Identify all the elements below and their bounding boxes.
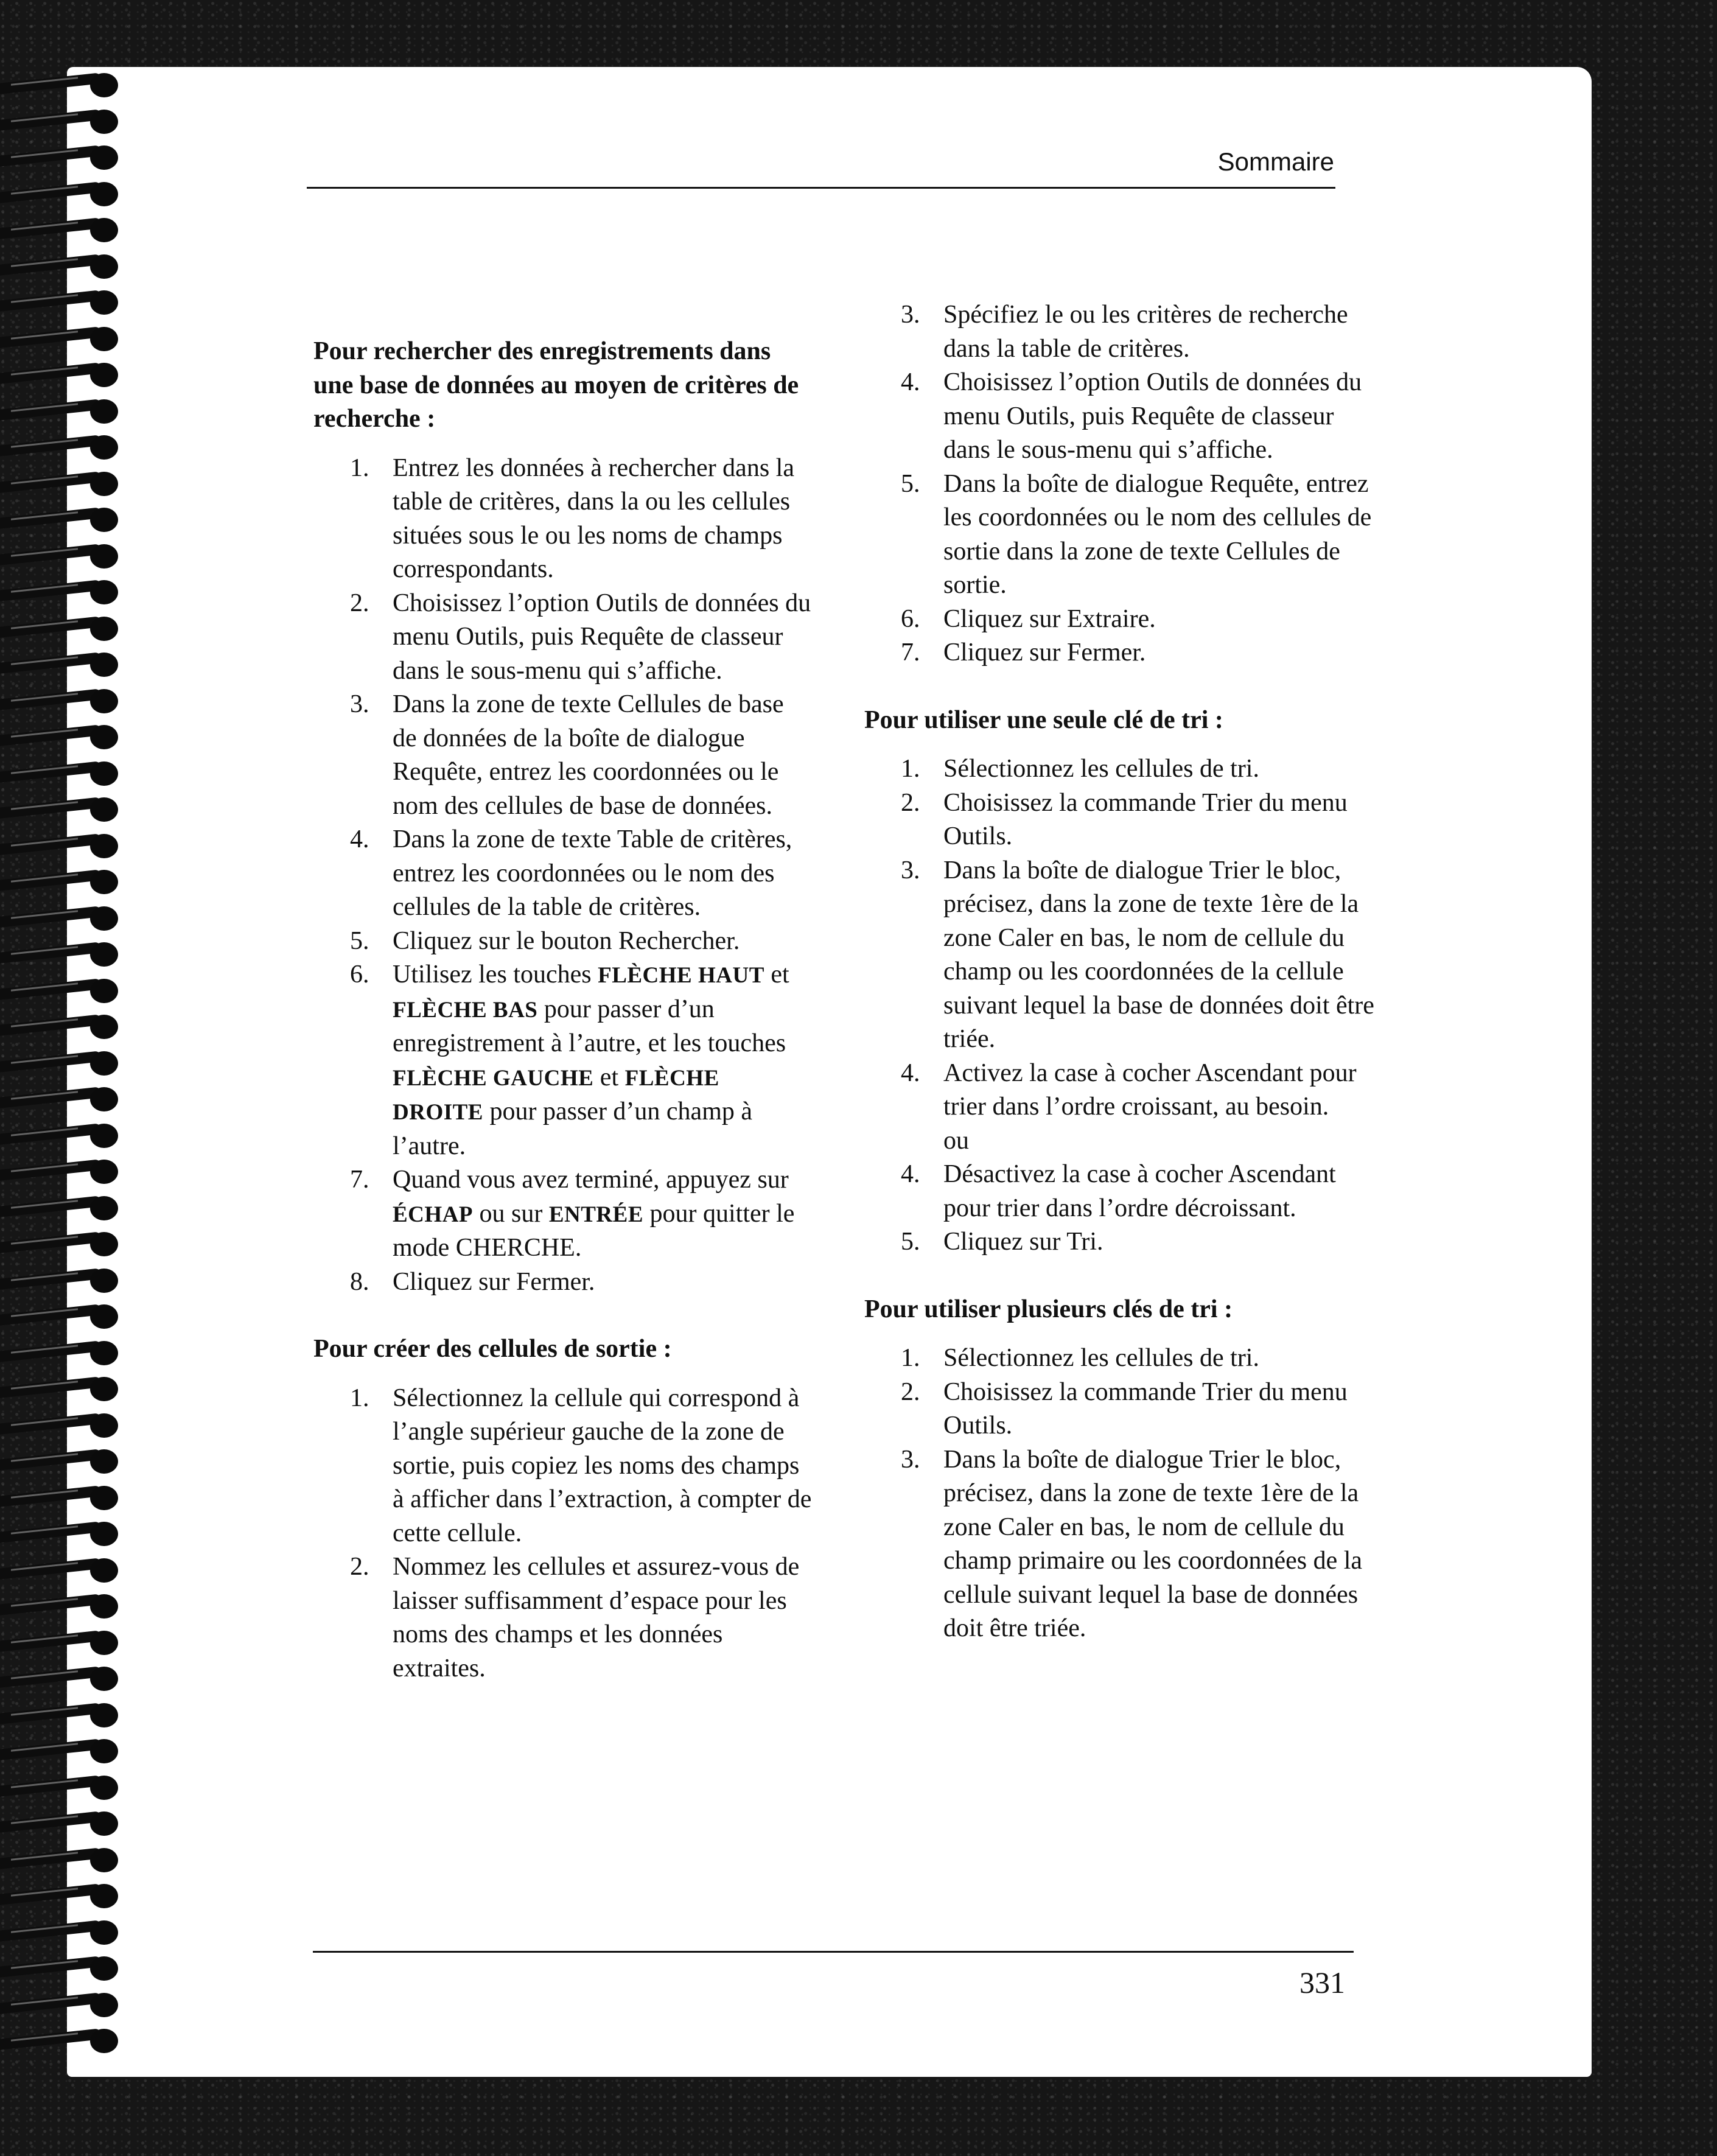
list-item	[864, 752, 1382, 786]
binding-coil	[0, 979, 122, 1001]
binding-coil	[0, 327, 122, 349]
step-number: 3.	[901, 856, 920, 884]
list-item	[313, 1550, 813, 1685]
step-number: 8.	[350, 1267, 369, 1296]
binding-coil	[0, 1015, 122, 1037]
list-item	[864, 1342, 1382, 1376]
binding-coil	[0, 834, 122, 856]
step-number: 3.	[901, 301, 920, 329]
list-item	[313, 452, 813, 587]
key-name: FLÈCHE DROITE	[393, 1065, 719, 1125]
binding-coil	[0, 1377, 122, 1399]
binding-coil	[0, 1993, 122, 2015]
list-item	[313, 1265, 813, 1300]
step-text-part: ou sur	[473, 1199, 549, 1228]
step-text-part: pour passer d’un enregistrement à l’autre, et les touches	[393, 995, 786, 1057]
step-number: 2.	[901, 1377, 920, 1406]
step-text: Désactivez la case à cocher Ascendant pour trier dans l’ordre décroissant.	[943, 1160, 1336, 1222]
step-text: Cliquez sur Fermer.	[393, 1267, 595, 1296]
binding-coil	[0, 1811, 122, 1833]
step-number: 4.	[901, 1059, 920, 1087]
binding-coil	[0, 1956, 122, 1978]
list-item	[313, 587, 813, 688]
step-text: Cliquez sur Tri.	[943, 1228, 1103, 1256]
key-name: ÉCHAP	[393, 1202, 473, 1227]
binding-coil	[0, 1232, 122, 1254]
step-text: Cliquez sur le bouton Rechercher.	[393, 926, 740, 955]
list-item	[864, 636, 1382, 670]
step-text-part: et	[764, 961, 789, 989]
binding-coil	[0, 218, 122, 240]
spiral-binding	[0, 73, 131, 2082]
step-text: Cliquez sur Extraire.	[943, 604, 1156, 633]
binding-coil	[0, 1051, 122, 1073]
step-text: Dans la boîte de dialogue Trier le bloc, précisez, dans la zone de texte 1ère de la zone Caler en bas, le nom de cellule du champ ou les coordonnées de la cellule suivant lequel la base de données doit être triée.	[943, 856, 1374, 1053]
binding-coil	[0, 145, 122, 167]
page-number: 331	[1299, 1965, 1345, 2000]
list-item	[864, 603, 1382, 637]
step-number: 1.	[901, 1344, 920, 1372]
binding-coil	[0, 1449, 122, 1471]
binding-coil	[0, 1594, 122, 1616]
step-number: 5.	[350, 926, 369, 955]
step-number: 3.	[901, 1445, 920, 1474]
step-text: Cliquez sur Fermer.	[943, 639, 1146, 667]
step-number: 2.	[350, 589, 369, 617]
step-list-continued	[864, 298, 1382, 670]
step-number: 1.	[350, 453, 369, 482]
alternative-label: ou	[943, 1126, 969, 1155]
binding-coil	[0, 1269, 122, 1290]
step-text-part: pour quitter le mode CHERCHE.	[393, 1199, 795, 1262]
list-item	[313, 823, 813, 925]
step-number: 5.	[901, 469, 920, 498]
step-text: Spécifiez le ou les critères de recherche dans la table de critères.	[943, 301, 1348, 363]
left-column	[313, 335, 813, 1685]
binding-coil	[0, 1739, 122, 1761]
list-item	[313, 1163, 813, 1265]
binding-coil	[0, 580, 122, 602]
binding-coil	[0, 870, 122, 892]
step-list	[313, 452, 813, 1300]
binding-coil	[0, 544, 122, 566]
step-list	[864, 1342, 1382, 1646]
step-text: Entrez les données à rechercher dans la table de critères, dans la ou les cellules situées sous le ou les noms de champs correspondants.	[393, 453, 794, 583]
binding-coil	[0, 508, 122, 530]
step-text: Nommez les cellules et assurez-vous de laisser suffisamment d’espace pour les noms des champs et les données extraites.	[393, 1553, 800, 1682]
step-number: 2.	[350, 1553, 369, 1581]
step-number: 4.	[901, 368, 920, 396]
binding-coil	[0, 1522, 122, 1544]
section-heading: Pour utiliser une seule clé de tri :	[864, 705, 1223, 734]
key-name: FLÈCHE HAUT	[598, 963, 764, 988]
step-text: Dans la zone de texte Table de critères, entrez les coordonnées ou le nom des cellules de la table de critères.	[393, 825, 792, 921]
binding-coil	[0, 689, 122, 711]
step-number: 4.	[901, 1160, 920, 1188]
step-text-part: et	[593, 1063, 625, 1091]
key-name: FLÈCHE BAS	[393, 997, 538, 1023]
binding-coil	[0, 942, 122, 964]
binding-coil	[0, 254, 122, 276]
binding-coil	[0, 182, 122, 204]
binding-coil	[0, 797, 122, 819]
step-number: 3.	[350, 690, 369, 718]
right-column	[864, 298, 1382, 1646]
binding-coil	[0, 617, 122, 639]
section-heading: Pour créer des cellules de sortie :	[313, 1335, 672, 1363]
step-number: 5.	[901, 1228, 920, 1256]
step-number: 6.	[350, 961, 369, 989]
binding-coil	[0, 1160, 122, 1181]
step-text: Dans la zone de texte Cellules de base de données de la boîte de dialogue Requête, entrez les coordonnées ou le nom des cellules de base de données.	[393, 690, 784, 820]
list-item	[864, 366, 1382, 467]
step-text-part: Utilisez les touches	[393, 961, 598, 989]
binding-coil	[0, 1884, 122, 1906]
step-number: 4.	[350, 825, 369, 853]
section-heading: Pour rechercher des enregistrements dans une base de données au moyen de critères de recherche :	[313, 337, 799, 433]
binding-coil	[0, 1631, 122, 1653]
binding-coil	[0, 1304, 122, 1326]
list-item	[313, 958, 813, 1163]
list-item	[864, 1057, 1382, 1124]
list-item	[864, 1158, 1382, 1225]
step-list	[864, 752, 1382, 1259]
list-item	[864, 786, 1382, 854]
binding-coil	[0, 1776, 122, 1797]
binding-coil	[0, 2029, 122, 2051]
binding-coil	[0, 1486, 122, 1508]
binding-coil	[0, 725, 122, 747]
binding-coil	[0, 1920, 122, 1942]
step-number: 7.	[901, 639, 920, 667]
binding-coil	[0, 290, 122, 312]
list-item	[313, 1382, 813, 1551]
binding-coil	[0, 1413, 122, 1435]
step-text: Dans la boîte de dialogue Trier le bloc, précisez, dans la zone de texte 1ère de la zone Caler en bas, le nom de cellule du champ primaire ou les coordonnées de la cellule suivant lequel la base de données doit être triée.	[943, 1445, 1363, 1642]
key-name: FLÈCHE GAUCHE	[393, 1065, 594, 1091]
binding-coil	[0, 472, 122, 494]
list-item	[864, 467, 1382, 603]
binding-coil	[0, 1124, 122, 1146]
step-text-part: pour passer d’un champ à l’autre.	[393, 1097, 753, 1160]
step-number: 6.	[901, 604, 920, 633]
section-heading: Pour utiliser plusieurs clés de tri :	[864, 1295, 1233, 1323]
binding-coil	[0, 399, 122, 421]
list-item	[864, 854, 1382, 1057]
binding-coil	[0, 906, 122, 928]
binding-coil	[0, 1667, 122, 1689]
binding-coil	[0, 1341, 122, 1363]
step-text: Sélectionnez la cellule qui correspond à l’angle supérieur gauche de la zone de sortie, puis copiez les noms des champs à afficher dans l’extraction, à compter de cette cellule.	[393, 1384, 812, 1547]
binding-coil	[0, 110, 122, 131]
list-item	[864, 1225, 1382, 1259]
binding-coil	[0, 73, 122, 95]
list-item	[864, 1443, 1382, 1646]
list-item	[864, 1376, 1382, 1443]
step-text: Choisissez l’option Outils de données du menu Outils, puis Requête de classeur dans le sous-menu qui s’affiche.	[393, 589, 811, 685]
list-item	[313, 688, 813, 823]
step-number: 1.	[901, 755, 920, 783]
list-item	[864, 298, 1382, 366]
footer-rule	[313, 1951, 1354, 1953]
step-text: Choisissez la commande Trier du menu Outils.	[943, 1377, 1348, 1440]
step-number: 1.	[350, 1384, 369, 1412]
binding-coil	[0, 1703, 122, 1725]
step-text: Activez la case à cocher Ascendant pour trier dans l’ordre croissant, au besoin.	[943, 1059, 1357, 1121]
running-head: Sommaire	[1217, 147, 1334, 176]
binding-coil	[0, 363, 122, 385]
binding-coil	[0, 761, 122, 783]
binding-coil	[0, 1558, 122, 1580]
list-item	[313, 925, 813, 959]
step-text: Sélectionnez les cellules de tri.	[943, 755, 1259, 783]
step-list	[313, 1382, 813, 1686]
header-rule	[307, 187, 1335, 189]
step-text: Dans la boîte de dialogue Requête, entrez les coordonnées ou le nom des cellules de sortie dans la zone de texte Cellules de sortie.	[943, 469, 1372, 599]
binding-coil	[0, 1087, 122, 1109]
step-text-part: Quand vous avez terminé, appuyez sur	[393, 1166, 789, 1194]
step-text: Choisissez l’option Outils de données du menu Outils, puis Requête de classeur dans le sous-menu qui s’affiche.	[943, 368, 1362, 464]
binding-coil	[0, 1848, 122, 1870]
step-text: Sélectionnez les cellules de tri.	[943, 1344, 1259, 1372]
binding-coil	[0, 435, 122, 457]
binding-coil	[0, 1196, 122, 1218]
step-number: 2.	[901, 788, 920, 817]
step-text: Choisissez la commande Trier du menu Outils.	[943, 788, 1348, 850]
step-number: 7.	[350, 1166, 369, 1194]
key-name: ENTRÉE	[548, 1202, 643, 1227]
binding-coil	[0, 653, 122, 674]
